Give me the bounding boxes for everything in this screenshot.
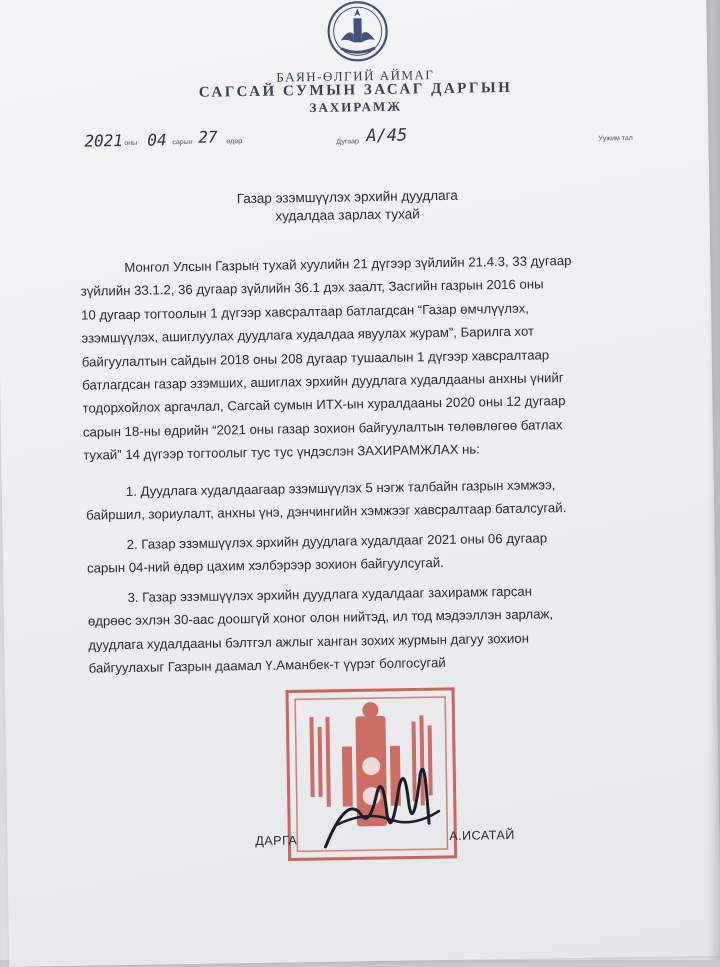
preamble bbox=[80, 248, 653, 468]
order-item-3 bbox=[87, 578, 658, 681]
order-item-line: байгуулахыг Газрын даамал Ү.Аманбек-т үүрэг болгосугай bbox=[88, 655, 446, 676]
preamble-line: тухай” 14 дүгээр тогтоолыг тус тус үндэслэн ЗАХИРАМЖЛАХ нь: bbox=[83, 441, 481, 463]
order-item-line: 2. Газар эзэмшүүлэх эрхийн дуудлага худалдааг 2021 оны 06 дугаар bbox=[126, 530, 548, 552]
preamble-line: сарын 18-ны өдрийн “2021 оны газар зохион байгуулалтын төлөвлөгөө батлах bbox=[82, 416, 563, 440]
order-item-line: дуудлага худалдааны бэлтгэл ажлыг ханган зохих журмын дагуу зохион bbox=[88, 630, 530, 653]
page-edge-shadow bbox=[708, 0, 720, 960]
order-item-line: өдрөөс эхлэн 30-аас доошгүй хоног олон нийтэд, ил тод мэдээллэн зарлаж, bbox=[87, 606, 554, 630]
doc-title-line: Газар эзэмшүүлэх эрхийн дуудлага bbox=[236, 187, 458, 207]
handwritten-signature bbox=[316, 753, 448, 855]
place-label: Уужим тал bbox=[598, 134, 633, 143]
date-day-label: өдөр bbox=[226, 138, 243, 146]
header-doc-type: ЗАХИРАМЖ bbox=[309, 98, 403, 116]
order-item-1 bbox=[86, 472, 657, 528]
preamble-line: зүйлийн 33.1.2, 36 дугаар зүйлийн 36.1 дэх заалт, Засгийн газрын 2016 оны bbox=[80, 276, 544, 300]
order-item-line: 1. Дуудлага худалдаагаар эзэмшүүлэх 5 нэгж талбайн газрын хэмжээ, bbox=[125, 477, 556, 499]
date-month-label: сарын bbox=[172, 138, 193, 147]
preamble-line: Монгол Улсын Газрын тухай хуулийн 21 дүгээр зүйлийн 21.4.3, 33 дугаар bbox=[124, 252, 572, 275]
signatory-position: ДАРГА bbox=[255, 833, 298, 848]
preamble-line: 10 дугаар тогтоолын 1 дүгээр хавсралтаар батлагдсан “Газар өмчлүүлэх, bbox=[80, 300, 529, 323]
preamble-line: эзэмшүүлэх, ашиглуулах дуудлага худалдаа явуулах журам”, Барилга хот bbox=[81, 323, 535, 346]
state-emblem-icon bbox=[326, 0, 389, 65]
doc-title-line: худалдаа зарлах тухай bbox=[275, 206, 420, 224]
preamble-line: батлагдсан газар эзэмших, ашиглах эрхийн дуудлага худалдааны анхны үнийг bbox=[82, 370, 564, 393]
order-item-line: байршил, зориулалт, анхны үнэ, дэнчингийн хэмжээг хавсралтаар баталсугай. bbox=[86, 500, 567, 524]
order-item-line: 3. Газар эзэмшүүлэх эрхийн дуудлага худалдааг захирамж гарсан bbox=[127, 583, 533, 605]
doc-title bbox=[187, 186, 508, 227]
order-item-line: сарын 04-ний өдөр цахим хэлбэрээр зохион байгуулсугай. bbox=[86, 555, 444, 577]
preamble-line: тодорхойлох аргачлал, Сагсай сумын ИТХ-ын хуралдааны 2020 оны 12 дугаар bbox=[82, 393, 566, 417]
number-label: Дугаар bbox=[336, 138, 359, 146]
date-year-label: оны bbox=[124, 139, 138, 147]
preamble-line: байгуулалтын сайдын 2018 оны 208 дугаар тушаалын 1 дүгээр хавсралтаар bbox=[81, 346, 550, 370]
date-day: 27 bbox=[198, 127, 218, 147]
signatory-name: А.ИСАТАЙ bbox=[449, 827, 515, 843]
date-month: 04 bbox=[147, 130, 167, 150]
header-office: САГСАЙ СУМЫН ЗАСАГ ДАРГЫН bbox=[198, 79, 513, 101]
doc-number: А/45 bbox=[366, 125, 408, 147]
order-item-2 bbox=[87, 525, 658, 581]
date-year: 2021 bbox=[84, 130, 124, 151]
header-aimag: БАЯН-ӨЛГИЙ АЙМАГ bbox=[276, 67, 435, 85]
